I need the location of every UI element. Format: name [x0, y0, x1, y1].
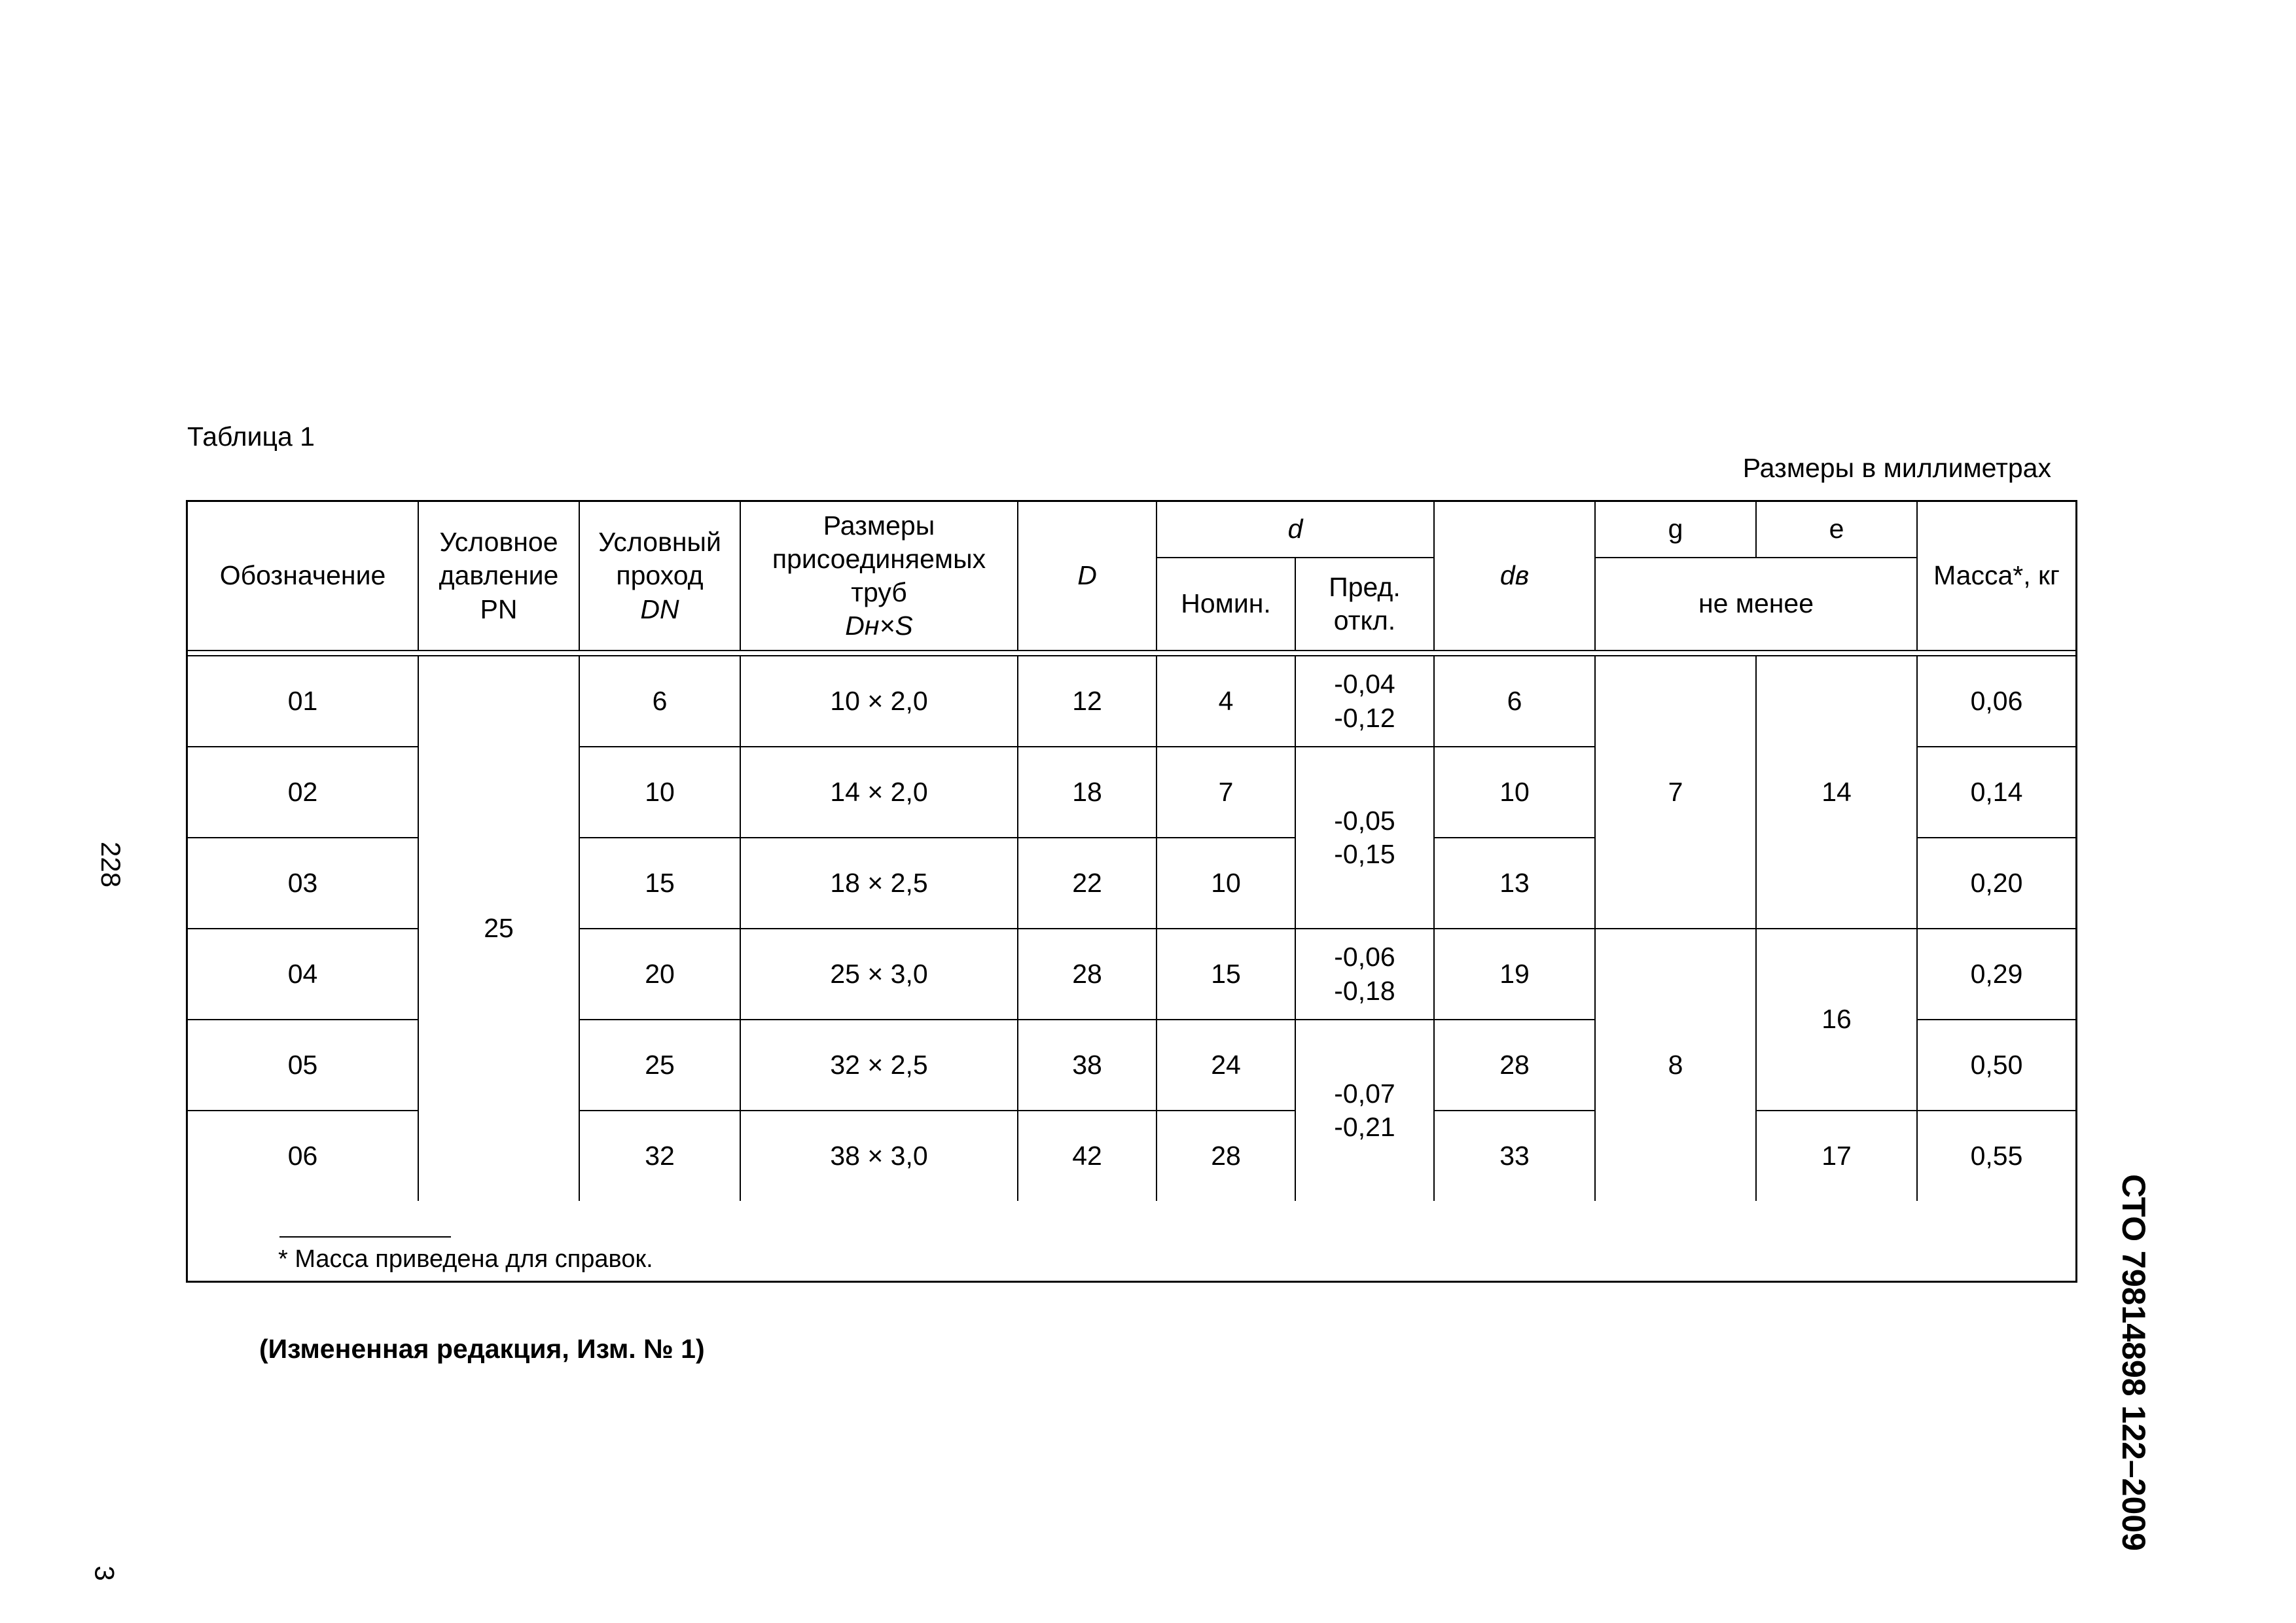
cell-D: 28 — [1018, 929, 1157, 1020]
cell-code: 01 — [188, 656, 418, 747]
cell-D: 18 — [1018, 747, 1157, 838]
cell-code: 02 — [188, 747, 418, 838]
header-pipes-symbol: Dн×S — [845, 611, 913, 641]
cell-D: 12 — [1018, 656, 1157, 747]
cell-dn: 10 — [579, 747, 740, 838]
header-pipes — [740, 502, 1018, 651]
cell-D: 22 — [1018, 838, 1157, 929]
revision-note: (Измененная редакция, Изм. № 1) — [259, 1334, 705, 1364]
cell-D: 42 — [1018, 1111, 1157, 1201]
cell-dv: 13 — [1434, 838, 1595, 929]
cell-d-tolerance — [1295, 929, 1434, 1020]
tolerance-lower: -0,15 — [1334, 839, 1395, 869]
cell-dn: 20 — [579, 929, 740, 1020]
cell-mass: 0,50 — [1917, 1020, 2075, 1111]
tolerance-lower: -0,12 — [1334, 702, 1395, 733]
tolerance-upper: -0,07 — [1334, 1078, 1395, 1109]
header-mass: Масса*, кг — [1917, 502, 2075, 651]
header-d-tolerance: Пред. откл. — [1295, 558, 1434, 651]
cell-d-nominal: 10 — [1157, 838, 1295, 929]
standard-code: СТО 79814898 122–2009 — [2115, 1174, 2152, 1551]
cell-dn: 32 — [579, 1111, 740, 1201]
header-pipes-text: Размеры присоединяемых труб — [772, 510, 986, 607]
cell-d-nominal: 15 — [1157, 929, 1295, 1020]
header-passage-text: Условный проход — [598, 527, 721, 591]
footnote: * Масса приведена для справок. — [278, 1245, 653, 1273]
cell-dv: 19 — [1434, 929, 1595, 1020]
tolerance-upper: -0,04 — [1334, 669, 1395, 700]
table-row — [188, 656, 2075, 747]
cell-mass: 0,29 — [1917, 929, 2075, 1020]
cell-d-tolerance — [1295, 656, 1434, 747]
footnote-rule — [279, 1236, 451, 1238]
header-not-less: не менее — [1595, 558, 1917, 651]
cell-pressure: 25 — [418, 656, 579, 1201]
header-d-nominal: Номин. — [1157, 558, 1295, 651]
cell-dv: 28 — [1434, 1020, 1595, 1111]
side-page-number: 228 — [95, 842, 126, 888]
cell-mass: 0,20 — [1917, 838, 2075, 929]
cell-dv: 6 — [1434, 656, 1595, 747]
header-d: d — [1157, 502, 1434, 558]
cell-d-tolerance — [1295, 747, 1434, 929]
cell-code: 04 — [188, 929, 418, 1020]
tolerance-upper: -0,05 — [1334, 805, 1395, 836]
cell-pipe: 38 × 3,0 — [740, 1111, 1018, 1201]
bottom-page-number: 3 — [89, 1565, 120, 1581]
tolerance-lower: -0,18 — [1334, 975, 1395, 1006]
cell-pipe: 32 × 2,5 — [740, 1020, 1018, 1111]
table-caption: Таблица 1 — [187, 421, 315, 452]
cell-mass: 0,14 — [1917, 747, 2075, 838]
table-grid — [188, 502, 2075, 1201]
cell-dn: 25 — [579, 1020, 740, 1111]
header-passage-symbol: DN — [640, 594, 679, 624]
cell-mass: 0,06 — [1917, 656, 2075, 747]
header-designation: Обозначение — [188, 502, 418, 651]
cell-code: 05 — [188, 1020, 418, 1111]
cell-d-nominal: 24 — [1157, 1020, 1295, 1111]
cell-dn: 6 — [579, 656, 740, 747]
cell-pipe: 14 × 2,0 — [740, 747, 1018, 838]
cell-D: 38 — [1018, 1020, 1157, 1111]
cell-d-tolerance — [1295, 1020, 1434, 1201]
cell-d-nominal: 28 — [1157, 1111, 1295, 1201]
cell-e: 17 — [1756, 1111, 1917, 1201]
tolerance-lower: -0,21 — [1334, 1112, 1395, 1142]
cell-dv: 33 — [1434, 1111, 1595, 1201]
units-note: Размеры в миллиметрах — [1742, 453, 2051, 483]
tolerance-upper: -0,06 — [1334, 942, 1395, 972]
dimensions-table — [186, 500, 2077, 1283]
cell-pipe: 18 × 2,5 — [740, 838, 1018, 929]
cell-d-nominal: 7 — [1157, 747, 1295, 838]
cell-code: 03 — [188, 838, 418, 929]
cell-pipe: 25 × 3,0 — [740, 929, 1018, 1020]
cell-e: 14 — [1756, 656, 1917, 929]
header-dv: dв — [1434, 502, 1595, 651]
cell-d-nominal: 4 — [1157, 656, 1295, 747]
cell-code: 06 — [188, 1111, 418, 1201]
cell-dv: 10 — [1434, 747, 1595, 838]
cell-mass: 0,55 — [1917, 1111, 2075, 1201]
cell-dn: 15 — [579, 838, 740, 929]
cell-e: 16 — [1756, 929, 1917, 1111]
header-pressure: Условное давление PN — [418, 502, 579, 651]
cell-g: 8 — [1595, 929, 1756, 1201]
header-g: g — [1595, 502, 1756, 558]
header-passage — [579, 502, 740, 651]
cell-pipe: 10 × 2,0 — [740, 656, 1018, 747]
cell-g: 7 — [1595, 656, 1756, 929]
header-D: D — [1018, 502, 1157, 651]
header-e: e — [1756, 502, 1917, 558]
